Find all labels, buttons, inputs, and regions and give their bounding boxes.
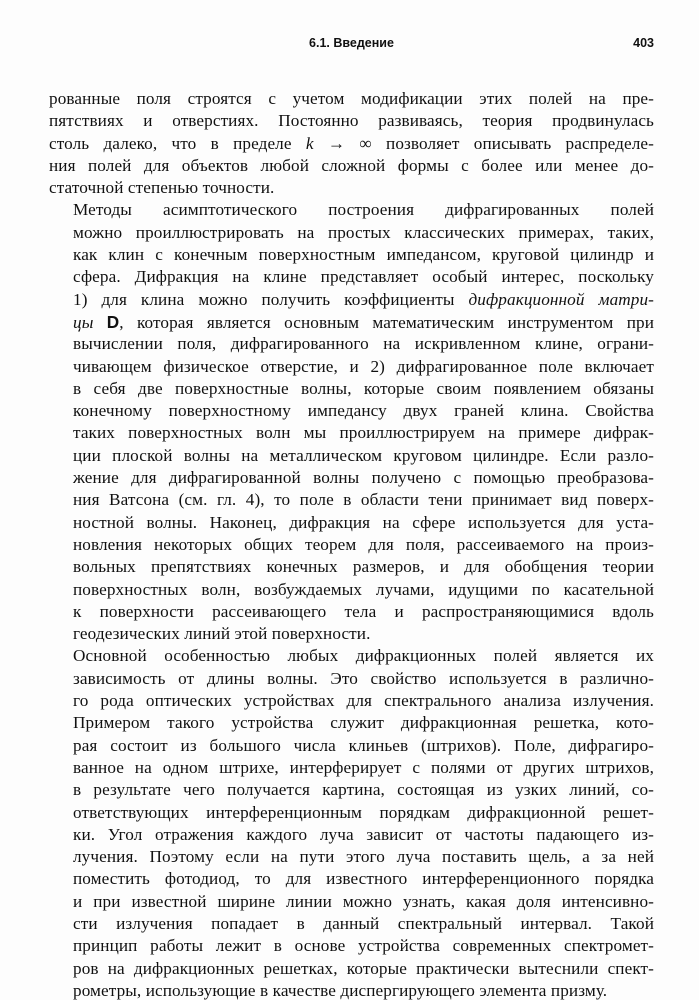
text-run: , которая является основным математическим инструментом при — [119, 312, 654, 332]
text-line: Основной особенностью любых дифракционных полей является их — [73, 646, 654, 666]
paragraph-1 — [49, 88, 654, 199]
text-line: и при известной ширине линии можно узнать, какая доля интенсивно- — [73, 891, 654, 911]
page-header — [49, 36, 654, 56]
text-line: зависимость от длины волны. Это свойство используется в различно- — [73, 668, 654, 688]
text-line: ции плоской волны на металлическом круговом цилиндре. Если разло- — [73, 445, 654, 465]
text-line: пятствиях и отверстиях. Постоянно развиваясь, теория продвинулась — [49, 111, 654, 131]
text-line: лучения. Поэтому если на пути этого луча поставить щель, а за ней — [73, 847, 654, 867]
text-line: как клин с конечным поверхностным импедансом, круговой цилиндр и — [73, 245, 654, 265]
text-line: статочной степенью точности. — [49, 178, 275, 198]
text-line: принцип работы лежит в основе устройства современных спектромет- — [73, 936, 654, 956]
matrix-symbol-d: D — [106, 311, 120, 332]
paragraph-3 — [49, 645, 654, 1002]
text-line: чивающем физическое отверстие, и 2) дифрагированное поле включает — [73, 356, 654, 376]
text-line: ния полей для объектов любой сложной формы с более или менее до- — [49, 155, 654, 175]
text-line: сфера. Дифракция на клине представляет особый интерес, поскольку — [73, 267, 654, 287]
italic-term: дифракционной матри- — [468, 289, 654, 309]
text-line: новления некоторых общих теорем для поля, рассеиваемого на произ- — [73, 534, 654, 554]
text-line: в себя две поверхностные волны, которые своим появлением обязаны — [73, 378, 654, 398]
text-line: в результате чего получается картина, состоящая из узких линий, со- — [73, 780, 654, 800]
text-line — [49, 311, 654, 333]
text-line: сти излучения попадает в данный спектральный интервал. Такой — [73, 913, 654, 933]
text-line: поместить фотодиод, то для известного интерференционного порядка — [73, 869, 654, 889]
page-number: 403 — [633, 36, 654, 50]
text-run: 1) для клина можно получить коэффициенты — [73, 289, 469, 309]
text-line: ответствующих интерференционным порядкам дифракционной решет- — [73, 802, 654, 822]
text-line: ров на дифракционных решетках, которые практически вытеснили спект- — [73, 958, 654, 978]
text-line: Методы асимптотического построения дифрагированных полей — [73, 200, 654, 220]
text-line: рометры, использующие в качестве диспергирующего элемента призму. — [73, 980, 608, 1000]
text-line: таких поверхностных волн мы проиллюстрируем на примере дифрак- — [73, 423, 654, 443]
text-line: ки. Угол отражения каждого луча зависит от частоты падающего из- — [73, 824, 654, 844]
text-line — [49, 133, 654, 155]
text-line: конечному поверхностному импедансу двух граней клина. Свойства — [73, 401, 654, 421]
text-line: ностной волны. Наконец, дифракция на сфере используется для уста- — [73, 512, 654, 532]
text-line: вычислении поля, дифрагированного на искривленном клине, ограни- — [73, 334, 654, 354]
math-variable-k: k — [305, 133, 314, 153]
text-line: геодезических линий этой поверхности. — [73, 624, 371, 644]
text-line: можно проиллюстрировать на простых классических примерах, таких, — [73, 222, 654, 242]
text-line: к поверхности рассеивающего тела и распространяющимися вдоль — [73, 601, 654, 621]
text-run: столь далеко, что в пределе — [49, 133, 306, 153]
text-line: го рода оптических устройствах для спектрального анализа излучения. — [73, 691, 654, 711]
italic-term: цы — [73, 312, 94, 332]
text-line — [49, 289, 654, 311]
text-line: Примером такого устройства служит дифракционная решетка, кото- — [73, 713, 654, 733]
text-line: рованные поля строятся с учетом модификации этих полей на пре- — [49, 89, 654, 108]
paragraph-2 — [49, 199, 654, 645]
running-title: 6.1. Введение — [309, 36, 394, 50]
text-line: рая состоит из большого числа клиньев (штрихов). Поле, дифрагиро- — [73, 735, 654, 755]
text-line: вольных препятствиях конечных размеров, и для обобщения теории — [73, 557, 654, 577]
text-run: → ∞ позволяет описывать распределе- — [313, 133, 654, 153]
body-text — [49, 88, 654, 1002]
text-line: ния Ватсона (см. гл. 4), то поле в области тени принимает вид поверх- — [73, 490, 654, 510]
text-line: жение для дифрагированной волны получено с помощью преобразова- — [73, 468, 654, 488]
text-line: ванное на одном штрихе, интерферирует с полями от других штрихов, — [73, 757, 654, 777]
text-line: поверхностных волн, возбуждаемых лучами, идущими по касательной — [73, 579, 654, 599]
